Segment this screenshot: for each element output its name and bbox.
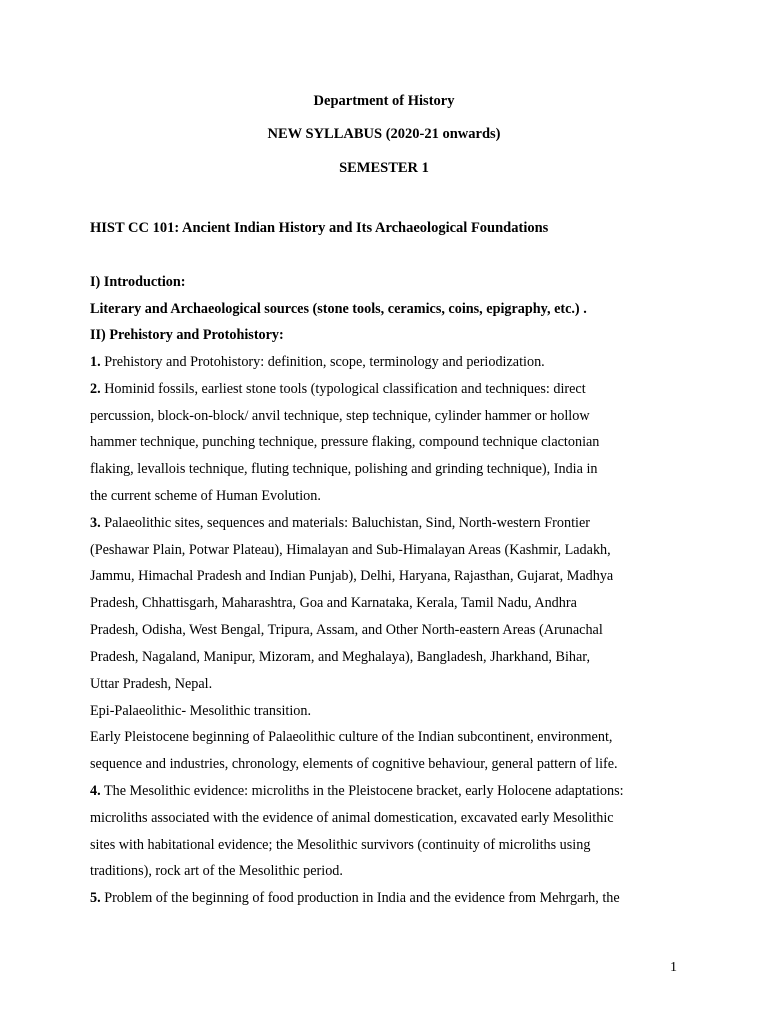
item-line: Pradesh, Odisha, West Bengal, Tripura, Assam, and Other North-eastern Areas (Arunachal: [90, 622, 603, 638]
item-line: sites with habitational evidence; the Mesolithic survivors (continuity of microliths using: [90, 837, 591, 853]
semester-heading: SEMESTER 1: [339, 160, 429, 176]
item-line: the current scheme of Human Evolution.: [90, 488, 321, 504]
section-introduction-heading: I) Introduction:: [90, 274, 186, 290]
section-prehistory-heading: II) Prehistory and Protohistory:: [90, 327, 284, 343]
item-line: percussion, block-on-block/ anvil technique, step technique, cylinder hammer or hollow: [90, 408, 590, 424]
list-item-5: [90, 890, 620, 907]
item-number: 5.: [90, 890, 101, 906]
item-line: Uttar Pradesh, Nepal.: [90, 676, 213, 692]
item-line: Epi-Palaeolithic- Mesolithic transition.: [90, 703, 312, 719]
item-number: 1.: [90, 354, 101, 370]
syllabus-heading: NEW SYLLABUS (2020-21 onwards): [267, 126, 501, 142]
department-heading: Department of History: [313, 93, 455, 109]
item-line: (Peshawar Plain, Potwar Plateau), Himalayan and Sub-Himalayan Areas (Kashmir, Ladakh,: [90, 542, 611, 558]
item-line: traditions), rock art of the Mesolithic period.: [90, 863, 343, 879]
item-line: flaking, levallois technique, fluting technique, polishing and grinding technique), India in: [90, 461, 598, 477]
list-item-2: [90, 381, 586, 398]
item-number: 2.: [90, 381, 101, 397]
item-text: Problem of the beginning of food production in India and the evidence from Mehrgarh, the: [104, 890, 620, 906]
list-item-1: [90, 354, 545, 371]
item-text: Hominid fossils, earliest stone tools (typological classification and techniques: direct: [104, 381, 586, 397]
item-line: hammer technique, punching technique, pressure flaking, compound technique clactonian: [90, 434, 600, 450]
list-item-4: [90, 783, 624, 800]
item-line: Pradesh, Chhattisgarh, Maharashtra, Goa and Karnataka, Kerala, Tamil Nadu, Andhra: [90, 595, 577, 611]
item-line: microliths associated with the evidence of animal domestication, excavated early Mesolithic: [90, 810, 614, 826]
item-line: Pradesh, Nagaland, Manipur, Mizoram, and Meghalaya), Bangladesh, Jharkhand, Bihar,: [90, 649, 591, 665]
course-title: HIST CC 101: Ancient Indian History and Its Archaeological Foundations: [90, 220, 549, 236]
list-item-3: [90, 515, 590, 532]
item-text: The Mesolithic evidence: microliths in the Pleistocene bracket, early Holocene adaptations:: [103, 783, 624, 799]
item-line: Early Pleistocene beginning of Palaeolithic culture of the Indian subcontinent, environment,: [90, 729, 613, 745]
sources-line: Literary and Archaeological sources (stone tools, ceramics, coins, epigraphy, etc.) .: [90, 301, 587, 317]
item-number: 3.: [90, 515, 101, 531]
item-text: Palaeolithic sites, sequences and materials: Baluchistan, Sind, North-western Frontier: [104, 515, 590, 531]
item-line: Jammu, Himachal Pradesh and Indian Punjab), Delhi, Haryana, Rajasthan, Gujarat, Madhya: [90, 568, 614, 584]
item-line: sequence and industries, chronology, elements of cognitive behaviour, general pattern of life.: [90, 756, 618, 772]
item-text: Prehistory and Protohistory: definition, scope, terminology and periodization.: [104, 354, 545, 370]
item-number: 4.: [90, 783, 101, 799]
page-number: 1: [670, 960, 677, 975]
